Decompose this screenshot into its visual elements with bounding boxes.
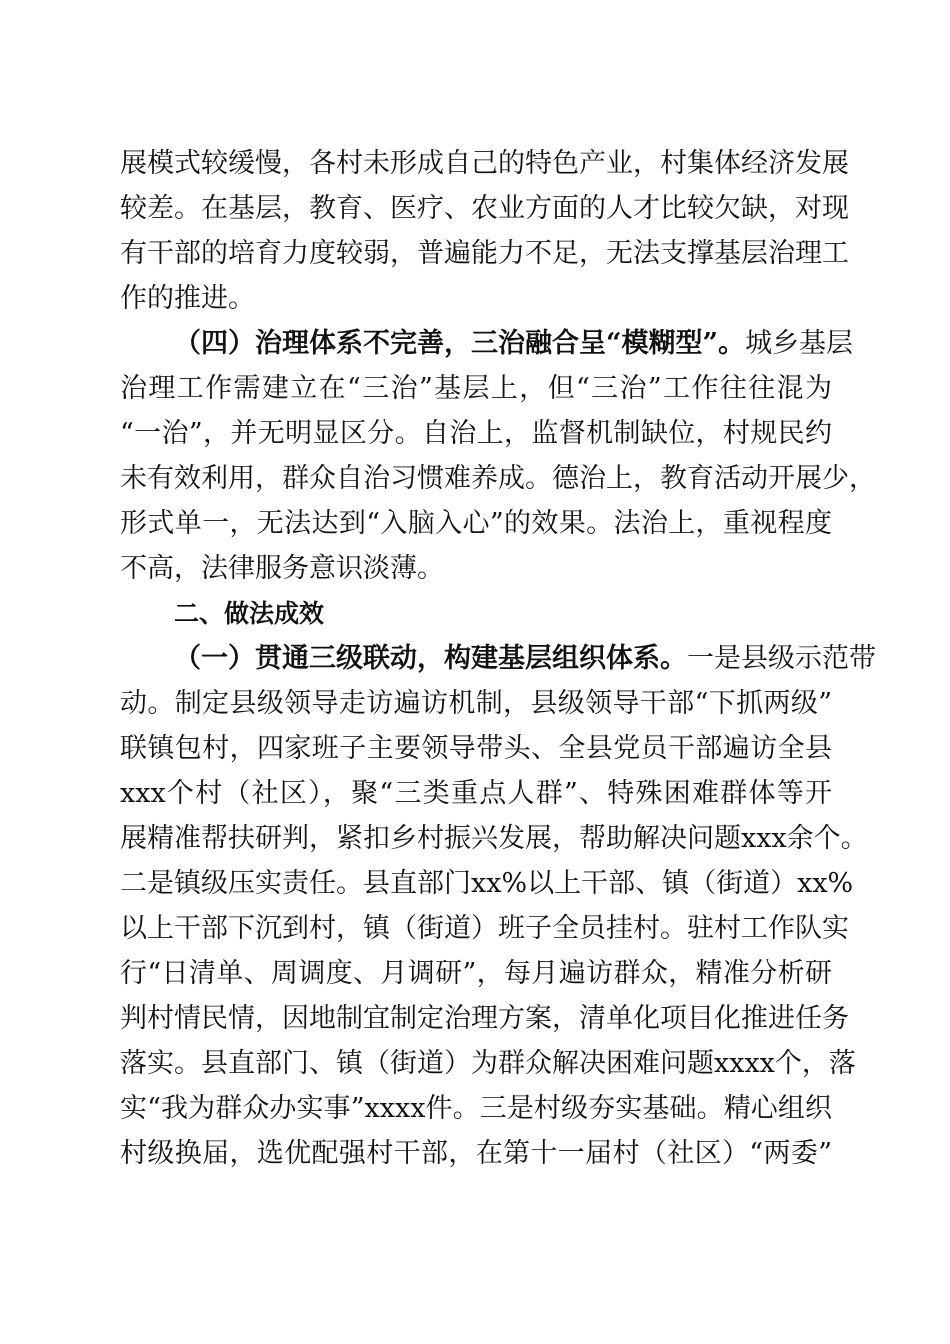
section-4-first-line [120, 321, 854, 366]
body-line: 落实。县直部门、镇（街道）为群众解决困难问题xxxx个，落 [120, 1048, 856, 1079]
body-line: 实“我为群众办实事”xxxx件。三是村级夯实基础。精心组织 [120, 1093, 832, 1124]
body-line: 判村情民情，因地制宜制定治理方案，清单化项目化推进任务 [120, 1003, 849, 1034]
body-line: 动。制定县级领导走访遍访机制，县级领导干部“下抓两级” [120, 688, 832, 719]
section-1-heading-rest: 一是县级示范带 [687, 643, 876, 674]
body-line: 二是镇级压实责任。县直部门xx%以上干部、镇（街道）xx% [120, 868, 854, 899]
body-line: “一治”，并无明显区分。自治上，监督机制缺位，村规民约 [120, 418, 832, 449]
body-line: 村级换届，选优配强村干部，在第十一届村（社区）“两委” [120, 1138, 832, 1169]
body-line: 联镇包村，四家班子主要领导带头、全县党员干部遍访全县 [120, 733, 832, 764]
section-1-heading: （一）贯通三级联动，构建基层组织体系。 [174, 643, 687, 674]
body-line: 较差。在基层，教育、医疗、农业方面的人才比较欠缺，对现 [120, 193, 849, 224]
body-line: xxx个村（社区），聚“三类重点人群”、特殊困难群体等开 [120, 778, 832, 809]
body-line: 治理工作需建立在“三治”基层上，但“三治”工作往往混为 [120, 373, 832, 404]
body-line: 展精准帮扶研判，紧扣乡村振兴发展，帮助解决问题xxx余个。 [120, 823, 868, 854]
body-line: 有干部的培育力度较弱，普遍能力不足，无法支撑基层治理工 [120, 238, 849, 269]
document-body [120, 141, 876, 1176]
body-line: 形式单一，无法达到“入脑入心”的效果。法治上，重视程度 [120, 508, 832, 539]
body-line: 行“日清单、周调度、月调研”，每月遍访群众，精准分析研 [120, 958, 832, 989]
section-4-heading-rest: 城乡基层 [745, 328, 854, 359]
section-1-first-line [120, 636, 876, 681]
body-line: 以上干部下沉到村，镇（街道）班子全员挂村。驻村工作队实 [120, 913, 849, 944]
body-line: 未有效利用，群众自治习惯难养成。德治上，教育活动开展少， [120, 463, 876, 494]
part-2-heading: 二、做法成效 [174, 599, 325, 628]
body-line: 不高，法律服务意识淡薄。 [120, 553, 444, 584]
body-line: 作的推进。 [120, 283, 255, 314]
body-line: 展模式较缓慢，各村未形成自己的特色产业，村集体经济发展 [120, 148, 849, 179]
section-4-heading: （四）治理体系不完善，三治融合呈“模糊型”。 [174, 328, 746, 359]
